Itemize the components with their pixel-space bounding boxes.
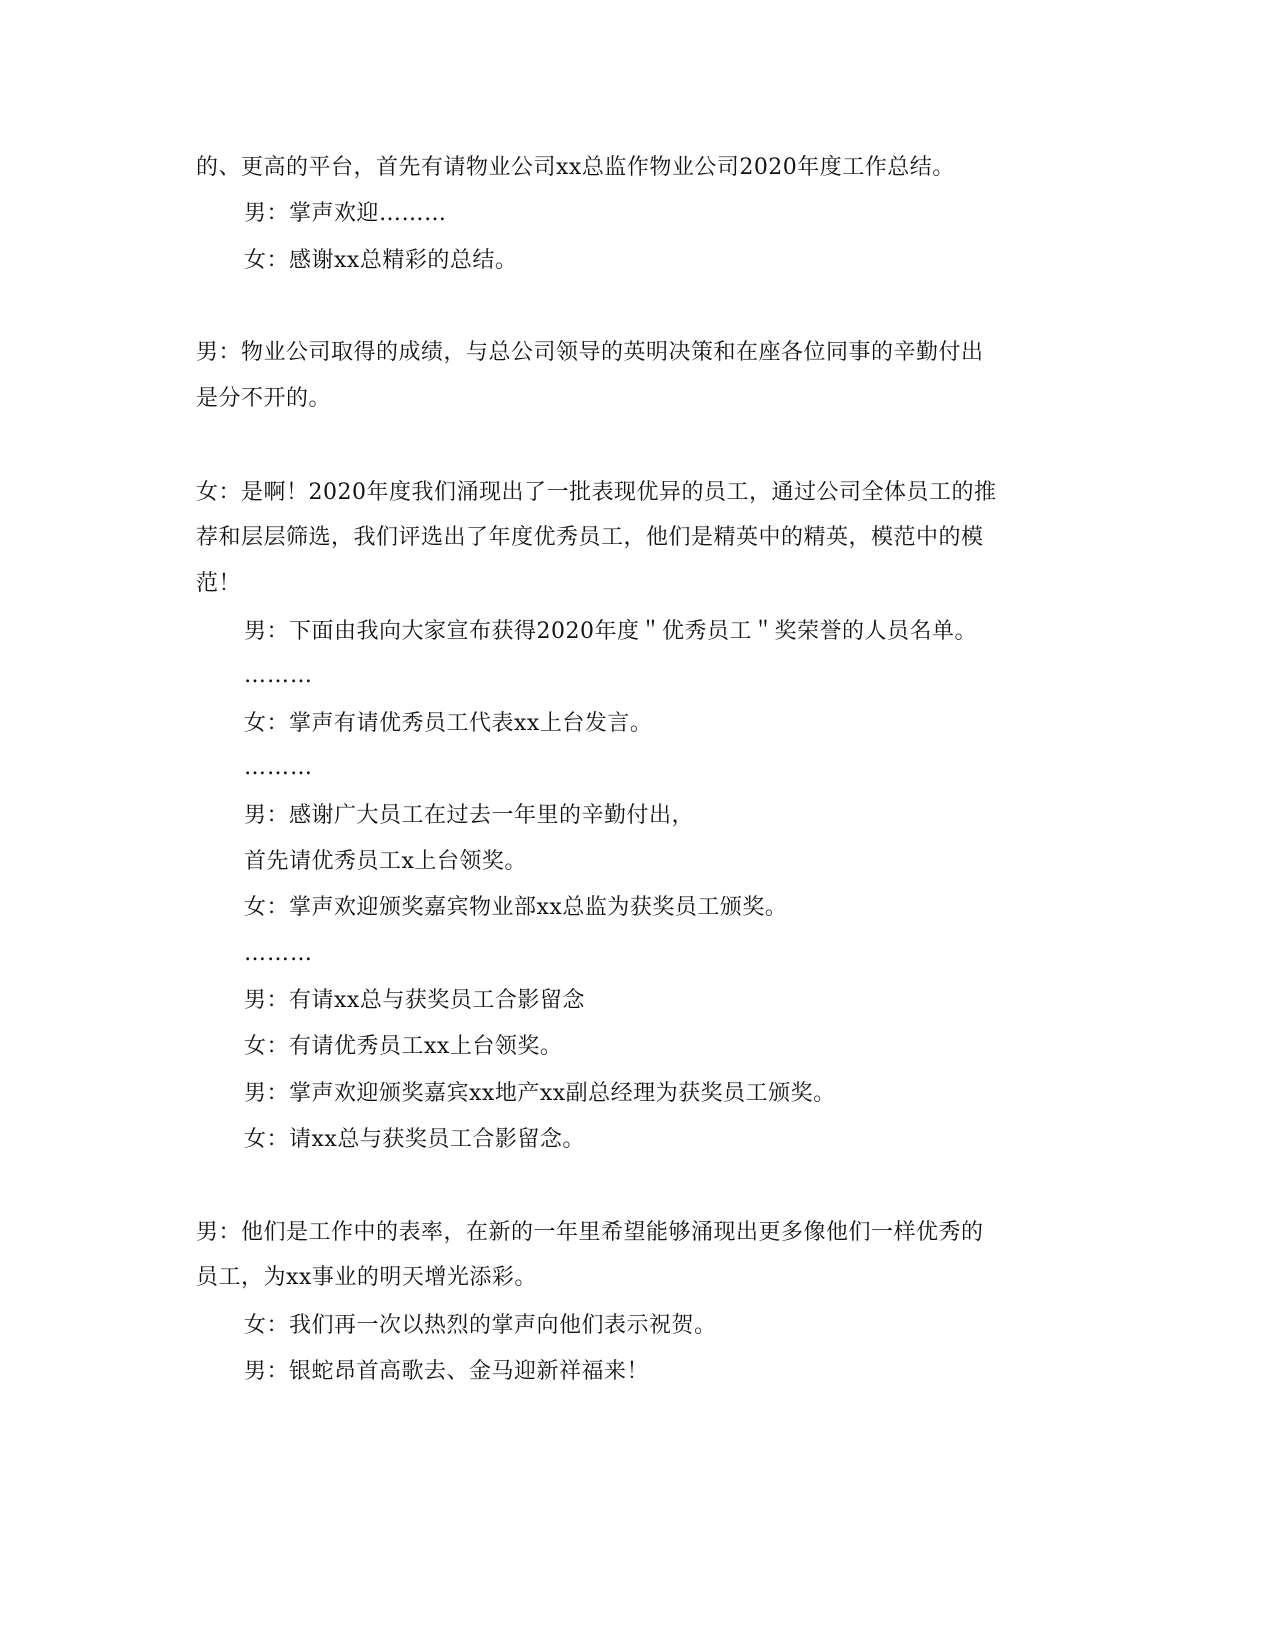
paragraph-line: 男：物业公司取得的成绩，与总公司领导的英明决策和在座各位同事的辛勤付出 [196, 340, 984, 365]
dialogue-line: 女：我们再一次以热烈的掌声向他们表示祝贺。 [244, 1313, 717, 1338]
dialogue-line: 男：感谢广大员工在过去一年里的辛勤付出， [244, 803, 695, 828]
dialogue-line: 女：掌声欢迎颁奖嘉宾物业部xx总监为获奖员工颁奖。 [244, 895, 788, 920]
dialogue-line: 女：感谢xx总精彩的总结。 [244, 248, 518, 273]
paragraph-line: 是分不开的。 [196, 386, 332, 411]
dialogue-line: 女：有请优秀员工xx上台领奖。 [244, 1034, 563, 1059]
dialogue-line: 男：掌声欢迎……… [244, 201, 447, 226]
paragraph-line: 的、更高的平台，首先有请物业公司xx总监作物业公司2020年度工作总结。 [196, 155, 955, 180]
dialogue-line: 首先请优秀员工x上台领奖。 [244, 849, 527, 874]
paragraph-line: 荐和层层筛选，我们评选出了年度优秀员工，他们是精英中的精英，模范中的模 [196, 525, 984, 550]
dialogue-line: 女：请xx总与获奖员工合影留念。 [244, 1127, 585, 1152]
paragraph-line: 男：他们是工作中的表率，在新的一年里希望能够涌现出更多像他们一样优秀的 [196, 1220, 984, 1245]
ellipsis-line: ……… [244, 941, 313, 966]
paragraph-line: 员工，为xx事业的明天增光添彩。 [196, 1265, 537, 1290]
ellipsis-line: ……… [244, 663, 313, 688]
dialogue-line: 男：银蛇昂首高歌去、金马迎新祥福来！ [244, 1359, 650, 1384]
dialogue-line: 男：下面由我向大家宣布获得2020年度＂优秀员工＂奖荣誉的人员名单。 [244, 619, 977, 644]
paragraph-line: 女：是啊！2020年度我们涌现出了一批表现优异的员工，通过公司全体员工的推 [196, 480, 997, 505]
ellipsis-line: ……… [244, 755, 313, 780]
dialogue-line: 女：掌声有请优秀员工代表xx上台发言。 [244, 711, 653, 736]
dialogue-line: 男：有请xx总与获奖员工合影留念 [244, 988, 585, 1013]
paragraph-line: 范！ [196, 571, 242, 596]
dialogue-line: 男：掌声欢迎颁奖嘉宾xx地产xx副总经理为获奖员工颁奖。 [244, 1081, 836, 1106]
